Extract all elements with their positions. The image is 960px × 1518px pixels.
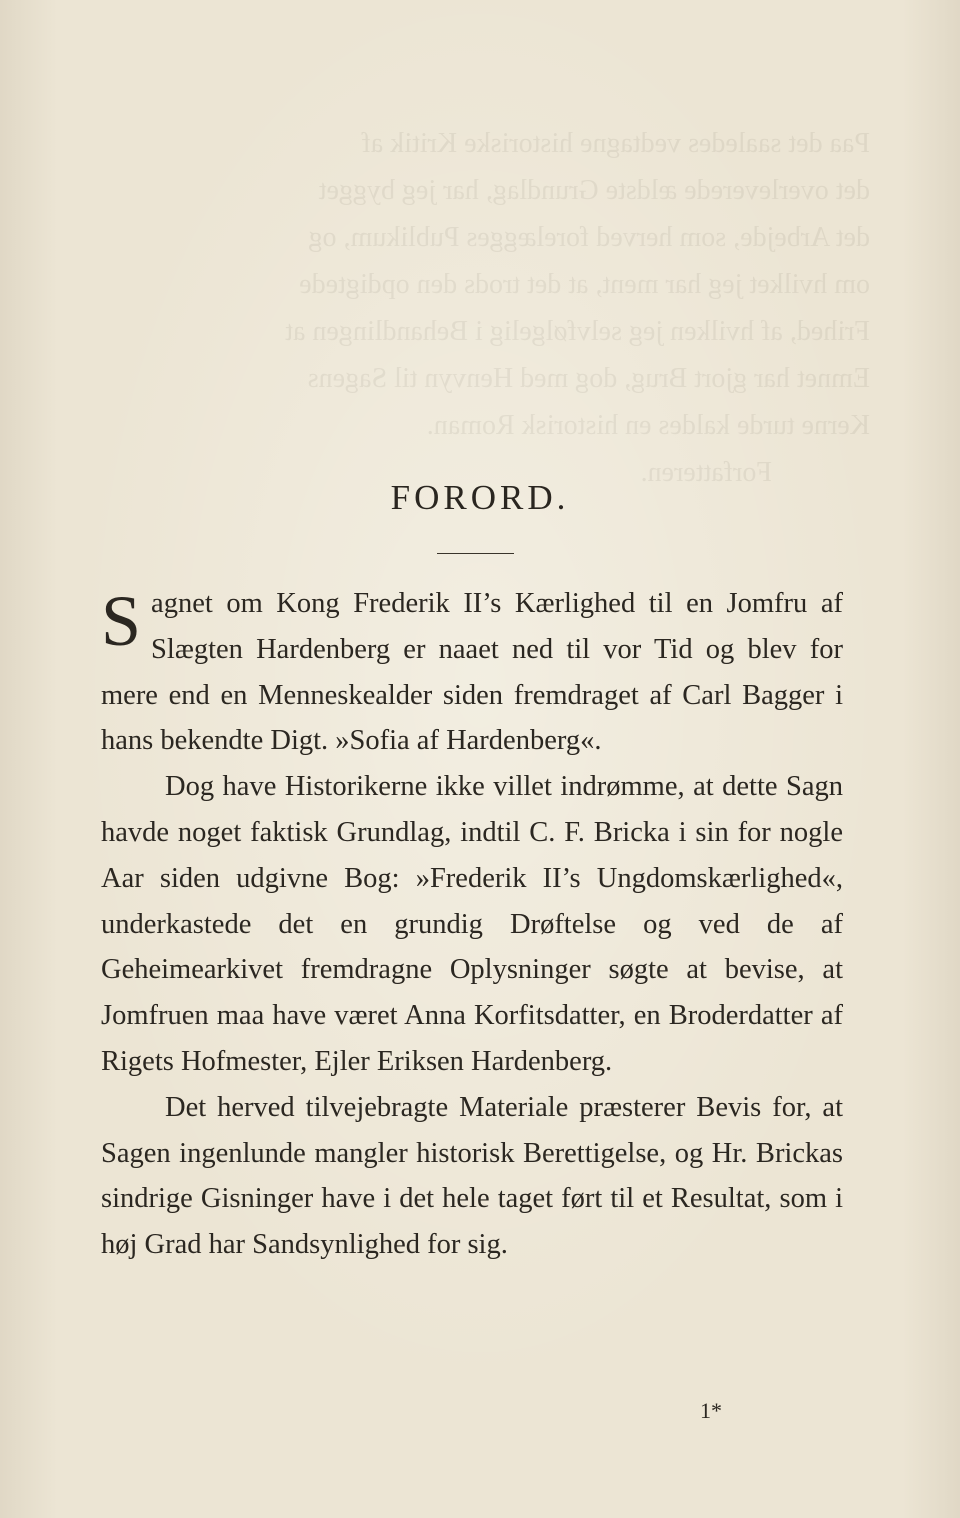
show-through-text: Paa det saaledes vedtagne historiske Kritik af det overleverede ældste Grundlag, har jeg bygget det Arbejde, som herved forelægges Publikum, og om hvilket jeg har ment, at det trods den opdigtede Frihed, af hvilken jeg selvfølgelig i Behandlingen at Emnet har gjort Brug, dog med Henvyn til Sagens Kerne turde kaldes en historisk Roman. Forfatteren. — [285, 128, 870, 488]
drop-cap: S — [101, 581, 142, 661]
chapter-title: FORORD. — [390, 478, 570, 517]
paragraph-3: Det herved tilvejebragte Materiale præsterer Bevis for, at Sagen ingenlunde mangler historisk Berettigelse, og Hr. Brickas sindrige Gisninger have i det hele taget ført til et Resultat, som i høj Grad har Sandsynlighed for sig. — [101, 1091, 843, 1261]
paragraph-1-text: agnet om Kong Frederik II’s Kærlighed til en Jomfru af Slægten Hardenberg er naaet ned til vor Tid og blev for mere end en Menneskealder siden fremdraget af Carl Bagger i hans bekendte Digt. »Sofia af Hardenberg«. — [101, 588, 843, 757]
signature-mark: 1* — [700, 1398, 722, 1423]
paragraph-2: Dog have Historikerne ikke villet indrømme, at dette Sagn havde noget faktisk Grundlag, indtil C. F. Bricka i sin for nogle Aar siden udgivne Bog: »Frederik II’s Ungdomskærlighed«, underkastede det en grundig Drøftelse og ved de af Geheimearkivet fremdragne Oplysninger søgte at bevise, at Jomfruen maa have været Anna Korfitsdatter, en Broderdatter af Rigets Hofmester, Ejler Eriksen Hardenberg. — [101, 771, 843, 1077]
title-divider — [437, 553, 514, 554]
paragraph-1 — [101, 581, 843, 764]
body-text — [101, 581, 843, 1268]
